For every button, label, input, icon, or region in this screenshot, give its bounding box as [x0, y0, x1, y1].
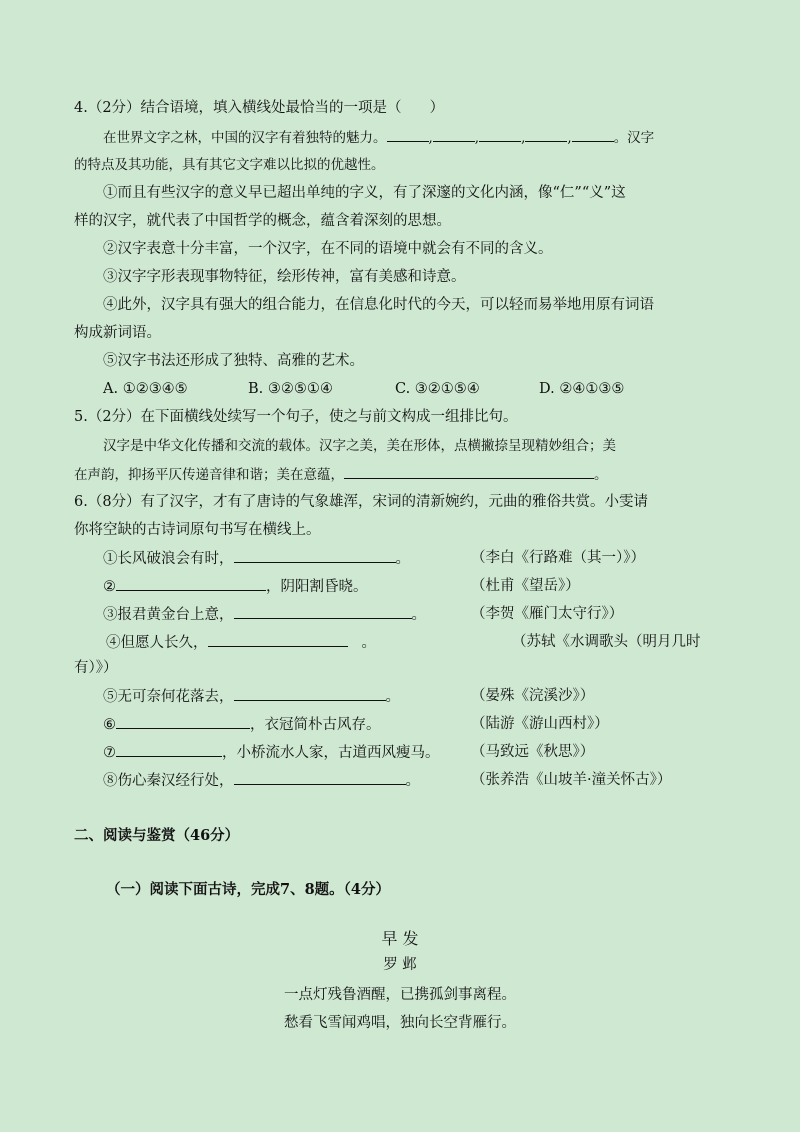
q4-blank-5: [572, 127, 614, 142]
section-heading: 二、阅读与鉴赏（46分）: [74, 827, 240, 844]
q6-source-wrap: 有）》）: [74, 660, 118, 676]
q5-stem: 5.（2分）在下面横线处续写一个句子，使之与前文构成一组排比句。: [74, 409, 518, 425]
q6-blank: [234, 770, 406, 785]
q6-blank: [116, 742, 222, 757]
q4-stem-text: 4.（2分）结合语境，填入横线处最恰当的一项是（: [74, 100, 402, 116]
q4-blank-2: [433, 127, 475, 142]
q6-line-post: ，衣冠简朴古风存。: [250, 717, 381, 733]
q6-line: [103, 770, 420, 791]
q6-line: [103, 576, 368, 597]
q4-item: ⑤汉字书法还形成了独特、高雅的艺术。: [103, 353, 364, 369]
q6-source: （晏殊《浣溪沙》）: [471, 688, 595, 704]
q6-line-pre: ②: [103, 579, 116, 595]
q4-option-c: C. ③②①⑤④: [395, 381, 480, 397]
q6-line-pre: ⑥: [103, 717, 116, 733]
q4-passage-b: 。汉字: [613, 130, 655, 146]
q5-answer-blank: [344, 464, 594, 479]
q4-stem: [74, 98, 444, 118]
q6-line-post: 。: [361, 635, 376, 651]
q6-line-post: 。: [411, 607, 426, 623]
q6-line-pre: ③报君黄金台上意，: [103, 607, 234, 623]
q6-line: [103, 686, 400, 707]
q4-passage-line2: 的特点及其功能，具有其它文字难以比拟的优越性。: [74, 157, 385, 173]
q4-item: ④此外，汉字具有强大的组合能力，在信息化时代的今天，可以轻而易举地用原有词语: [103, 297, 654, 313]
q4-passage-a: 在世界文字之林，中国的汉字有着独特的魅力。: [103, 130, 387, 146]
q6-line-post: 。: [395, 551, 410, 567]
poem-author: 罗 邺: [383, 957, 417, 973]
q6-stem-line2: 你将空缺的古诗词原句书写在横线上。: [74, 522, 321, 538]
q6-line-pre: ①长风破浪会有时，: [103, 551, 234, 567]
q4-blank-4: [525, 127, 567, 142]
q5-line1: 汉字是中华文化传播和交流的载体。汉字之美，美在形体，点横撇捺呈现精妙组合；美: [103, 438, 616, 454]
q6-source: （李贺《雁门太守行》）: [471, 606, 624, 622]
q5-line2-text: 在声韵，抑扬平仄传递音律和谐；美在意蕴，: [74, 467, 344, 483]
q6-source: （马致远《秋思》）: [471, 744, 595, 760]
q6-source: （李白《行路难（其一）》）: [471, 550, 645, 566]
q4-item: 样的汉字，就代表了中国哲学的概念，蕴含着深刻的思想。: [74, 213, 451, 229]
poem-title: 早 发: [381, 929, 419, 948]
q6-line: [106, 632, 376, 653]
q4-item: ①而且有些汉字的意义早已超出单纯的字义，有了深邃的文化内涵，像“仁”“义”这: [103, 185, 626, 201]
subsection-heading: （一）阅读下面古诗，完成7、8题。（4分）: [106, 881, 391, 898]
q4-blank-3: [479, 127, 521, 142]
q4-option-d: D. ②④①③⑤: [539, 381, 625, 397]
q6-line-post: 。: [405, 773, 420, 789]
q6-line-pre: ⑧伤心秦汉经行处，: [103, 773, 234, 789]
q6-source: （陆游《游山西村》）: [471, 716, 609, 732]
q6-stem-line1: 6.（8分）有了汉字，才有了唐诗的气象雄浑，宋词的清新婉约，元曲的雅俗共赏。小雯请: [74, 494, 649, 510]
q6-line-post: ，小桥流水人家，古道西风瘦马。: [222, 745, 440, 761]
poem-line: 愁看飞雪闻鸡唱，独向长空背雁行。: [284, 1015, 516, 1031]
q6-source: （杜甫《望岳》）: [471, 578, 580, 594]
q6-blank: [116, 576, 266, 591]
q5-line2-end: 。: [594, 467, 608, 483]
q5-line2: [74, 464, 608, 485]
q6-source: （张养浩《山坡羊·潼关怀古》）: [471, 772, 672, 788]
q4-stem-close: ）: [429, 100, 445, 116]
q6-line: [103, 714, 381, 735]
q4-option-b: B. ③②⑤①④: [248, 381, 333, 397]
q6-blank: [116, 714, 250, 729]
q6-line-pre: ⑤无可奈何花落去，: [103, 689, 234, 705]
q4-blank-1: [387, 127, 429, 142]
q4-item: ②汉字表意十分丰富，一个汉字，在不同的语境中就会有不同的含义。: [103, 241, 553, 257]
q6-line-pre: ⑦: [103, 745, 116, 761]
q6-source: （苏轼《水调歌头（明月几时: [512, 634, 701, 650]
q6-line-post: ，阴阳割昏晓。: [266, 579, 368, 595]
q6-blank: [234, 604, 412, 619]
poem-line: 一点灯残鲁酒醒，已携孤剑事离程。: [284, 987, 516, 1003]
q6-blank: [208, 632, 348, 647]
q6-line-post: 。: [385, 689, 400, 705]
q4-item: 构成新词语。: [74, 325, 161, 341]
q4-passage-line1: 在世界文字之林，中国的汉字有着独特的魅力。 , , , , 。汉字: [103, 127, 654, 148]
q6-line: [103, 742, 440, 763]
q4-item: ③汉字字形表现事物特征，绘形传神，富有美感和诗意。: [103, 269, 466, 285]
q6-blank: [234, 686, 386, 701]
q6-blank: [234, 548, 396, 563]
q6-line-pre: ④但愿人长久，: [106, 635, 208, 651]
q6-line: [103, 548, 410, 569]
q4-option-a: A. ①②③④⑤: [103, 381, 188, 397]
q6-line: [103, 604, 426, 625]
